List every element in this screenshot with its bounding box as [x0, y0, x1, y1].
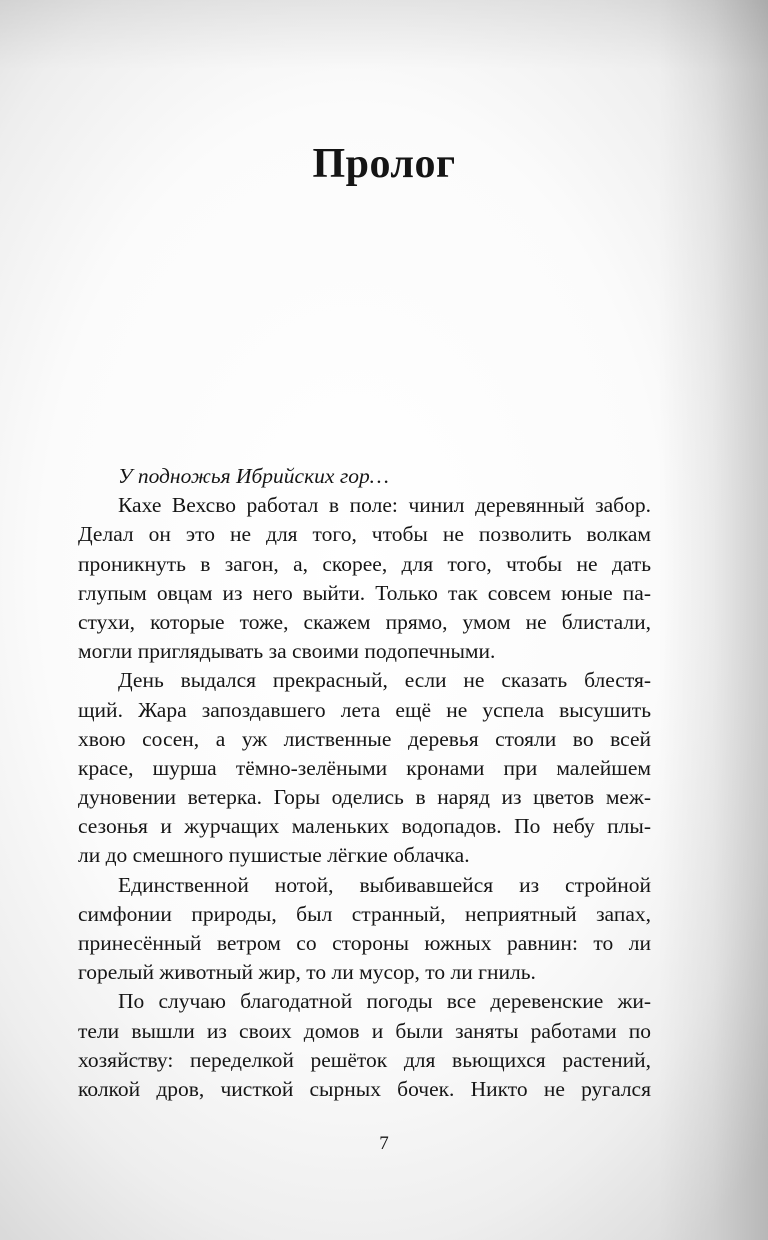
text-line: колкой дров, чисткой сырных бочек. Никто не ругался — [78, 1076, 651, 1101]
text-line: стухи, которые тоже, скажем прямо, умом не блистали, — [78, 609, 651, 634]
text-line: могли приглядывать за своими подопечными. — [78, 639, 496, 664]
text-line: горелый животный жир, то ли мусор, то ли гниль. — [78, 960, 536, 985]
text-line: хвою сосен, а уж лиственные деревья стояли во всей — [78, 726, 651, 751]
text-line: симфонии природы, был странный, неприятный запах, — [78, 901, 651, 926]
text-line: щий. Жара запоздавшего лета ещё не успела высушить — [78, 697, 651, 722]
text-line: День выдался прекрасный, если не сказать блестя- — [118, 668, 651, 693]
paragraph-3 — [78, 871, 651, 988]
chapter-title: Пролог — [312, 141, 456, 187]
epigraph: У подножья Ибрийских гор… — [118, 464, 389, 488]
text-line: принесённый ветром со стороны южных равнин: то ли — [78, 931, 651, 955]
paragraph-4 — [78, 987, 651, 1104]
paragraph-1 — [78, 491, 651, 666]
page-number: 7 — [379, 1133, 389, 1154]
text-line: глупым овцам из него выйти. Только так совсем юные па- — [78, 580, 651, 605]
text-line: Кахе Вехсво работал в поле: чинил деревянный забор. — [118, 493, 651, 518]
text-line: сезонья и журчащих маленьких водопадов. По небу плы- — [78, 814, 651, 839]
text-line: По случаю благодатной погоды все деревенские жи- — [118, 989, 651, 1014]
text-line: хозяйству: переделкой решёток для вьющихся растений, — [78, 1047, 651, 1072]
text-line: Делал он это не для того, чтобы не позволить волкам — [78, 522, 651, 547]
text-line: дуновении ветерка. Горы оделись в наряд из цветов меж- — [78, 785, 651, 810]
text-line: Единственной нотой, выбивавшейся из стройной — [118, 872, 651, 897]
paragraph-2 — [78, 666, 651, 870]
text-line: проникнуть в загон, а, скорее, для того, чтобы не дать — [78, 551, 651, 576]
text-line: тели вышли из своих домов и были заняты работами по — [78, 1018, 651, 1043]
text-line: красе, шурша тёмно-зелёными кронами при малейшем — [78, 755, 651, 780]
text-line: ли до смешного пушистые лёгкие облачка. — [78, 843, 470, 868]
body-text — [78, 462, 651, 1104]
